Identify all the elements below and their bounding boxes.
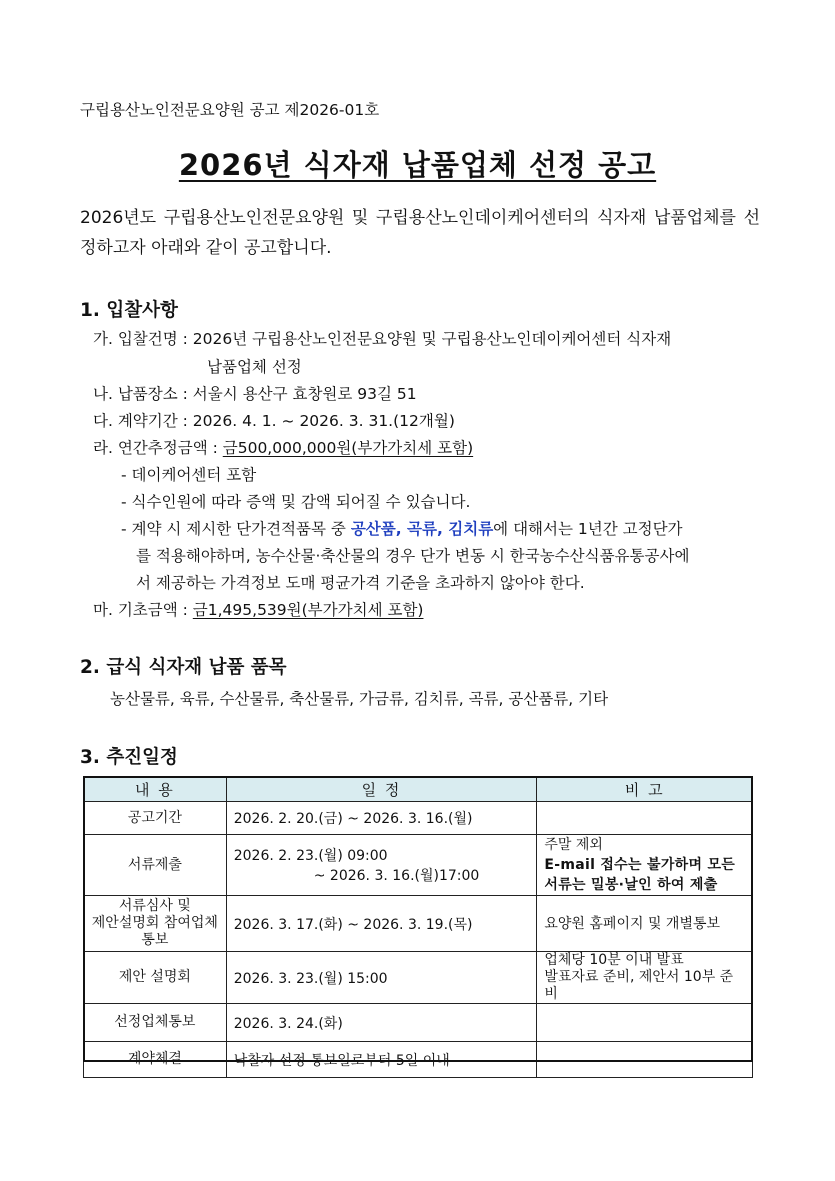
table-row bbox=[84, 1042, 753, 1078]
table-header-row bbox=[84, 777, 753, 802]
note-fixed-price-post: 에 대해서는 1년간 고정단가 bbox=[493, 520, 683, 538]
supply-items: 농산물류, 육류, 수산물류, 축산물류, 가금류, 김치류, 곡류, 공산품류, 기타 bbox=[110, 690, 609, 708]
row-item: 공고기간 bbox=[84, 802, 227, 835]
item-annual-estimate bbox=[93, 436, 473, 458]
table-row bbox=[84, 835, 753, 896]
column-header: 일 정 bbox=[226, 777, 537, 802]
row-item: 제안 설명회 bbox=[84, 952, 227, 1004]
note-fixed-price-line2: 를 적용해야하며, 농수산물·축산물의 경우 단가 변동 시 한국농수산식품유통공사에 bbox=[136, 547, 690, 565]
row-note bbox=[537, 1042, 753, 1078]
row-schedule: 2026. 3. 17.(화) ~ 2026. 3. 19.(목) bbox=[226, 896, 537, 952]
base-amount-label: 마. 기초금액 : bbox=[93, 601, 193, 619]
row-item: 서류제출 bbox=[84, 835, 227, 896]
row-item bbox=[84, 896, 227, 952]
page-title: 2026년 식자재 납품업체 선정 공고 bbox=[178, 148, 657, 182]
annual-estimate-value: 금500,000,000원(부가가치세 포함) bbox=[222, 439, 474, 457]
intro-paragraph: 2026년도 구립용산노인전문요양원 및 구립용산노인데이케어센터의 식자재 납품업체를 선정하고자 아래와 같이 공고합니다. bbox=[80, 208, 760, 258]
row-schedule: 2026. 2. 20.(금) ~ 2026. 3. 16.(월) bbox=[226, 802, 537, 835]
item-base-amount bbox=[93, 598, 423, 620]
row-note bbox=[537, 1004, 753, 1042]
section2-heading: 2. 급식 식자재 납품 품목 bbox=[80, 657, 287, 678]
row-schedule: 2026. 3. 23.(월) 15:00 bbox=[226, 952, 537, 1004]
row-item: 선정업체통보 bbox=[84, 1004, 227, 1042]
note-fixed-price-items: 공산품, 곡류, 김치류 bbox=[350, 520, 494, 538]
row-item-line2: 제안설명회 참여업체 bbox=[91, 915, 218, 931]
item-delivery-place: 나. 납품장소 : 서울시 용산구 효창원로 93길 51 bbox=[93, 385, 417, 403]
row-note-line2: E-mail 접수는 불가하며 모든 서류는 밀봉·날인 하여 제출 bbox=[544, 857, 736, 893]
note-fixed-price-pre: - 계약 시 제시한 단가견적품목 중 bbox=[121, 520, 351, 538]
base-amount-value: 금1,495,539원(부가가치세 포함) bbox=[192, 601, 424, 619]
row-note-line2: 발표자료 준비, 제안서 10부 준비 bbox=[544, 969, 734, 1002]
section1-heading: 1. 입찰사항 bbox=[80, 300, 178, 321]
section3-heading: 3. 추진일정 bbox=[80, 747, 178, 768]
note-daycare: - 데이케어센터 포함 bbox=[121, 466, 257, 484]
row-schedule-line2: ~ 2026. 3. 16.(월)17:00 bbox=[313, 868, 480, 884]
annual-estimate-label: 라. 연간추정금액 : bbox=[93, 439, 223, 457]
row-schedule: 2026. 3. 24.(화) bbox=[226, 1004, 537, 1042]
page-title-wrap bbox=[0, 143, 835, 184]
note-fixed-price-line3: 서 제공하는 가격정보 도매 평균가격 기준을 초과하지 않아야 한다. bbox=[136, 574, 585, 592]
table-row bbox=[84, 896, 753, 952]
column-header: 비 고 bbox=[537, 777, 753, 802]
row-note bbox=[537, 952, 753, 1004]
note-fixed-price-line1 bbox=[121, 517, 683, 539]
row-schedule: 낙찰자 선정 통보일로부터 5일 이내 bbox=[226, 1042, 537, 1078]
table-row bbox=[84, 802, 753, 835]
column-header: 내 용 bbox=[84, 777, 227, 802]
item-bid-title-line1: 가. 입찰건명 : 2026년 구립용산노인전문요양원 및 구립용산노인데이케어센터 식자재 bbox=[93, 330, 672, 348]
row-note-line1: 업체당 10분 이내 발표 bbox=[544, 952, 684, 968]
note-headcount: - 식수인원에 따라 증액 및 감액 되어질 수 있습니다. bbox=[121, 493, 471, 511]
notice-number: 구립용산노인전문요양원 공고 제2026-01호 bbox=[80, 101, 380, 119]
schedule-table bbox=[83, 776, 753, 1078]
row-schedule-line1: 2026. 2. 23.(월) 09:00 bbox=[233, 848, 388, 864]
row-note bbox=[537, 802, 753, 835]
row-item-line1: 서류심사 및 bbox=[118, 898, 191, 914]
row-note bbox=[537, 835, 753, 896]
item-bid-title-line2: 납품업체 선정 bbox=[207, 358, 302, 376]
row-item: 계약체결 bbox=[84, 1042, 227, 1078]
item-contract-period: 다. 계약기간 : 2026. 4. 1. ~ 2026. 3. 31.(12개월) bbox=[93, 412, 455, 430]
table-row bbox=[84, 952, 753, 1004]
row-note-line1: 주말 제외 bbox=[544, 837, 603, 853]
row-schedule bbox=[226, 835, 537, 896]
table-row bbox=[84, 1004, 753, 1042]
row-item-line3: 통보 bbox=[141, 932, 169, 948]
row-note: 요양원 홈페이지 및 개별통보 bbox=[537, 896, 753, 952]
